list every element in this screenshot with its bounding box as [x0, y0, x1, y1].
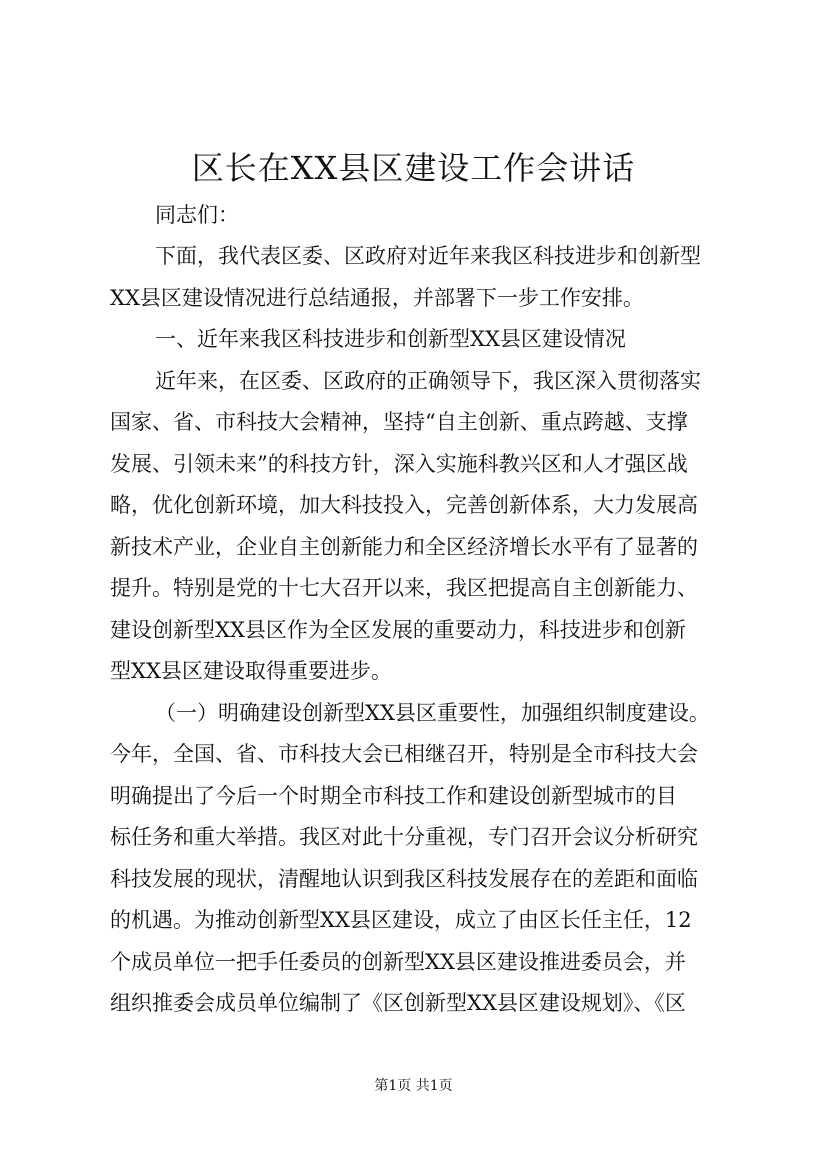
salutation-line: 同志们：: [155, 203, 239, 227]
paragraph-line: XX县区建设情况进行总结通报，并部署下一步工作安排。: [110, 286, 644, 310]
paragraph-line: 提升。特别是党的十七大召开以来，我区把提高自主创新能力、: [110, 576, 698, 600]
paragraph-line: 发展、引领未来”的科技方针，深入实施科教兴区和人才强区战: [110, 452, 688, 476]
section-heading: 一、近年来我区科技进步和创新型XX县区建设情况: [155, 327, 626, 351]
paragraph-line: 新技术产业，企业自主创新能力和全区经济增长水平有了显著的: [110, 535, 698, 559]
paragraph-line: 建设创新型XX县区作为全区发展的重要动力，科技进步和创新: [110, 618, 686, 642]
paragraph-line: 的机遇。为推动创新型XX县区建设，成立了由区长任主任，12: [110, 908, 692, 932]
page-number-footer: 第1页 共1页: [374, 1078, 453, 1094]
paragraph-line: 今年，全国、省、市科技大会已相继召开，特别是全市科技大会: [110, 742, 698, 766]
paragraph-line: 个成员单位一把手任委员的创新型XX县区建设推进委员会，并: [110, 950, 686, 974]
paragraph-line: 组织推委会成员单位编制了《区创新型XX县区建设规划》、《区: [110, 991, 686, 1015]
paragraph-line: 型XX县区建设取得重要进步。: [110, 659, 392, 683]
paragraph-line: 科技发展的现状，清醒地认识到我区科技发展存在的差距和面临: [110, 867, 698, 891]
document-title: 区长在XX县区建设工作会讲话: [191, 149, 636, 187]
paragraph-line: 下面，我代表区委、区政府对近年来我区科技进步和创新型: [155, 244, 701, 268]
paragraph-line: 明确提出了今后一个时期全市科技工作和建设创新型城市的目: [110, 784, 677, 808]
subsection-heading: （一）明确建设创新型XX县区重要性，加强组织制度建设。: [155, 701, 710, 725]
paragraph-line: 近年来，在区委、区政府的正确领导下，我区深入贯彻落实: [155, 369, 701, 393]
paragraph-line: 略，优化创新环境，加大科技投入，完善创新体系，大力发展高: [110, 493, 698, 517]
paragraph-line: 标任务和重大举措。我区对此十分重视，专门召开会议分析研究: [110, 825, 698, 849]
paragraph-line: 国家、省、市科技大会精神，坚持“自主创新、重点跨越、支撑: [110, 410, 688, 434]
